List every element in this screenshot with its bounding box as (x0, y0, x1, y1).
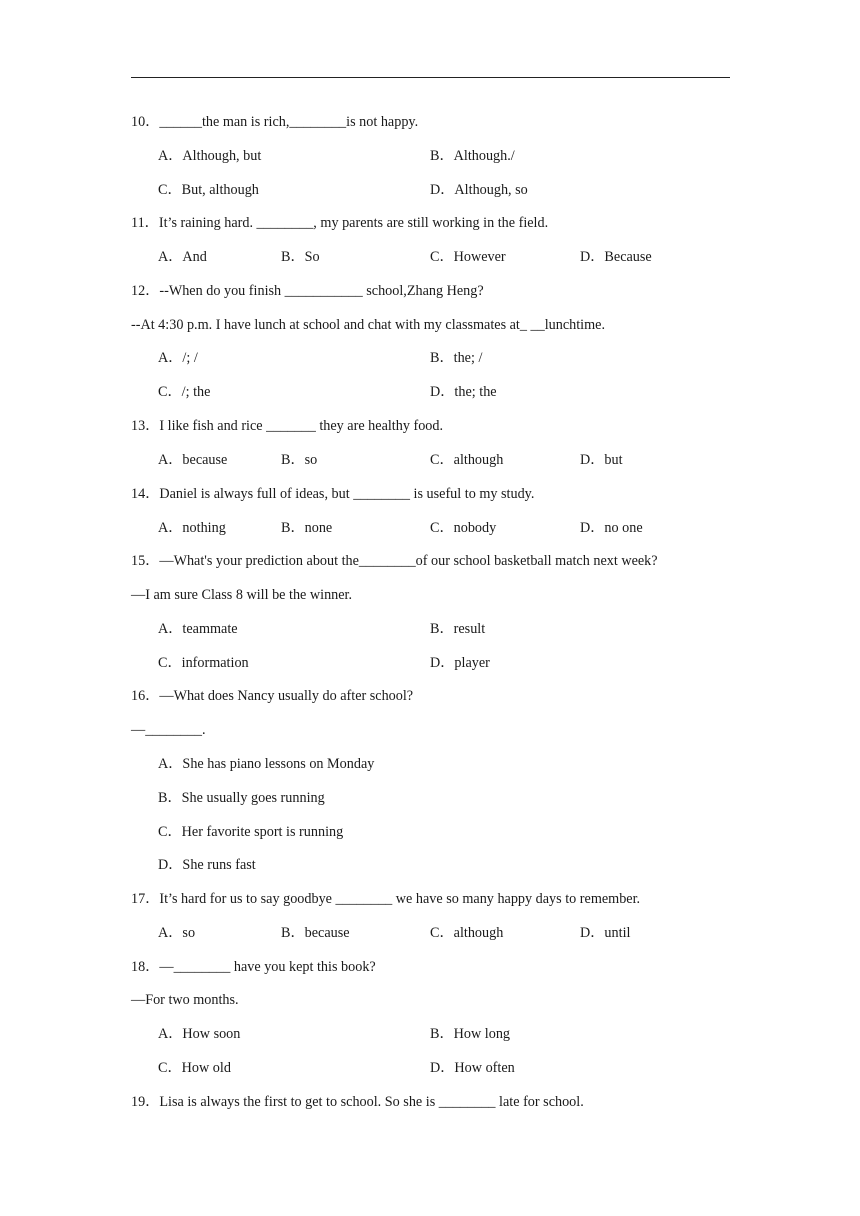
question-16-option-d: D．She runs fast (158, 857, 256, 873)
question-15-stem-reply: —I am sure Class 8 will be the winner. (131, 587, 353, 603)
question-18-stem-reply: —For two months. (131, 992, 239, 1008)
question-19-stem: 19．Lisa is always the first to get to school. So she is ________ late for school. (131, 1094, 584, 1110)
question-14-option-d: D．no one (580, 520, 643, 536)
question-18-option-b: B．How long (430, 1026, 511, 1042)
question-12-option-b: B．the; / (430, 350, 483, 366)
question-15-option-b: B．result (430, 621, 486, 637)
question-13-option-b: B．so (281, 452, 318, 468)
question-12-stem: 12．--When do you finish ___________ school,Zhang Heng? (131, 283, 484, 299)
question-16-option-b: B．She usually goes running (158, 790, 325, 806)
question-18-option-a: A．How soon (158, 1026, 241, 1042)
question-14-option-a: A．nothing (158, 520, 226, 536)
question-12-stem-reply: --At 4:30 p.m. I have lunch at school and chat with my classmates at_ __lunchtime. (131, 317, 605, 333)
question-13-option-a: A．because (158, 452, 228, 468)
question-17-option-c: C．although (430, 925, 504, 941)
header-rule (131, 77, 730, 78)
question-16-stem-reply: —________. (131, 722, 206, 738)
question-16-option-a: A．She has piano lessons on Monday (158, 756, 375, 772)
question-11-option-b: B．So (281, 249, 320, 265)
question-13-option-c: C．although (430, 452, 504, 468)
question-10-option-c: C．But, although (158, 182, 259, 198)
question-10-option-a: A．Although, but (158, 148, 262, 164)
question-10-stem: 10．______the man is rich,________is not happy. (131, 114, 419, 130)
question-11-option-a: A．And (158, 249, 207, 265)
question-17-option-a: A．so (158, 925, 196, 941)
question-18-option-d: D．How often (430, 1060, 515, 1076)
question-10-option-d: D．Although, so (430, 182, 528, 198)
question-13-option-d: D．but (580, 452, 623, 468)
question-11-option-c: C．However (430, 249, 506, 265)
question-16-stem: 16．—What does Nancy usually do after school? (131, 688, 414, 704)
question-12-option-c: C．/; the (158, 384, 211, 400)
question-11-option-d: D．Because (580, 249, 652, 265)
question-18-option-c: C．How old (158, 1060, 231, 1076)
question-17-option-b: B．because (281, 925, 350, 941)
question-16-option-c: C．Her favorite sport is running (158, 824, 344, 840)
question-14-option-c: C．nobody (430, 520, 497, 536)
question-15-option-c: C．information (158, 655, 249, 671)
question-13-stem: 13．I like fish and rice _______ they are healthy food. (131, 418, 444, 434)
question-12-option-d: D．the; the (430, 384, 497, 400)
question-14-stem: 14．Daniel is always full of ideas, but ________ is useful to my study. (131, 486, 535, 502)
question-14-option-b: B．none (281, 520, 333, 536)
question-18-stem: 18．—________ have you kept this book? (131, 959, 376, 975)
question-17-stem: 17．It’s hard for us to say goodbye ________ we have so many happy days to remember. (131, 891, 641, 907)
question-12-option-a: A．/; / (158, 350, 198, 366)
question-11-stem: 11．It’s raining hard. ________, my parents are still working in the field. (131, 215, 549, 231)
question-15-option-a: A．teammate (158, 621, 238, 637)
question-15-stem: 15．—What's your prediction about the________of our school basketball match next week? (131, 553, 658, 569)
question-15-option-d: D．player (430, 655, 490, 671)
question-10-option-b: B．Although./ (430, 148, 515, 164)
question-17-option-d: D．until (580, 925, 631, 941)
